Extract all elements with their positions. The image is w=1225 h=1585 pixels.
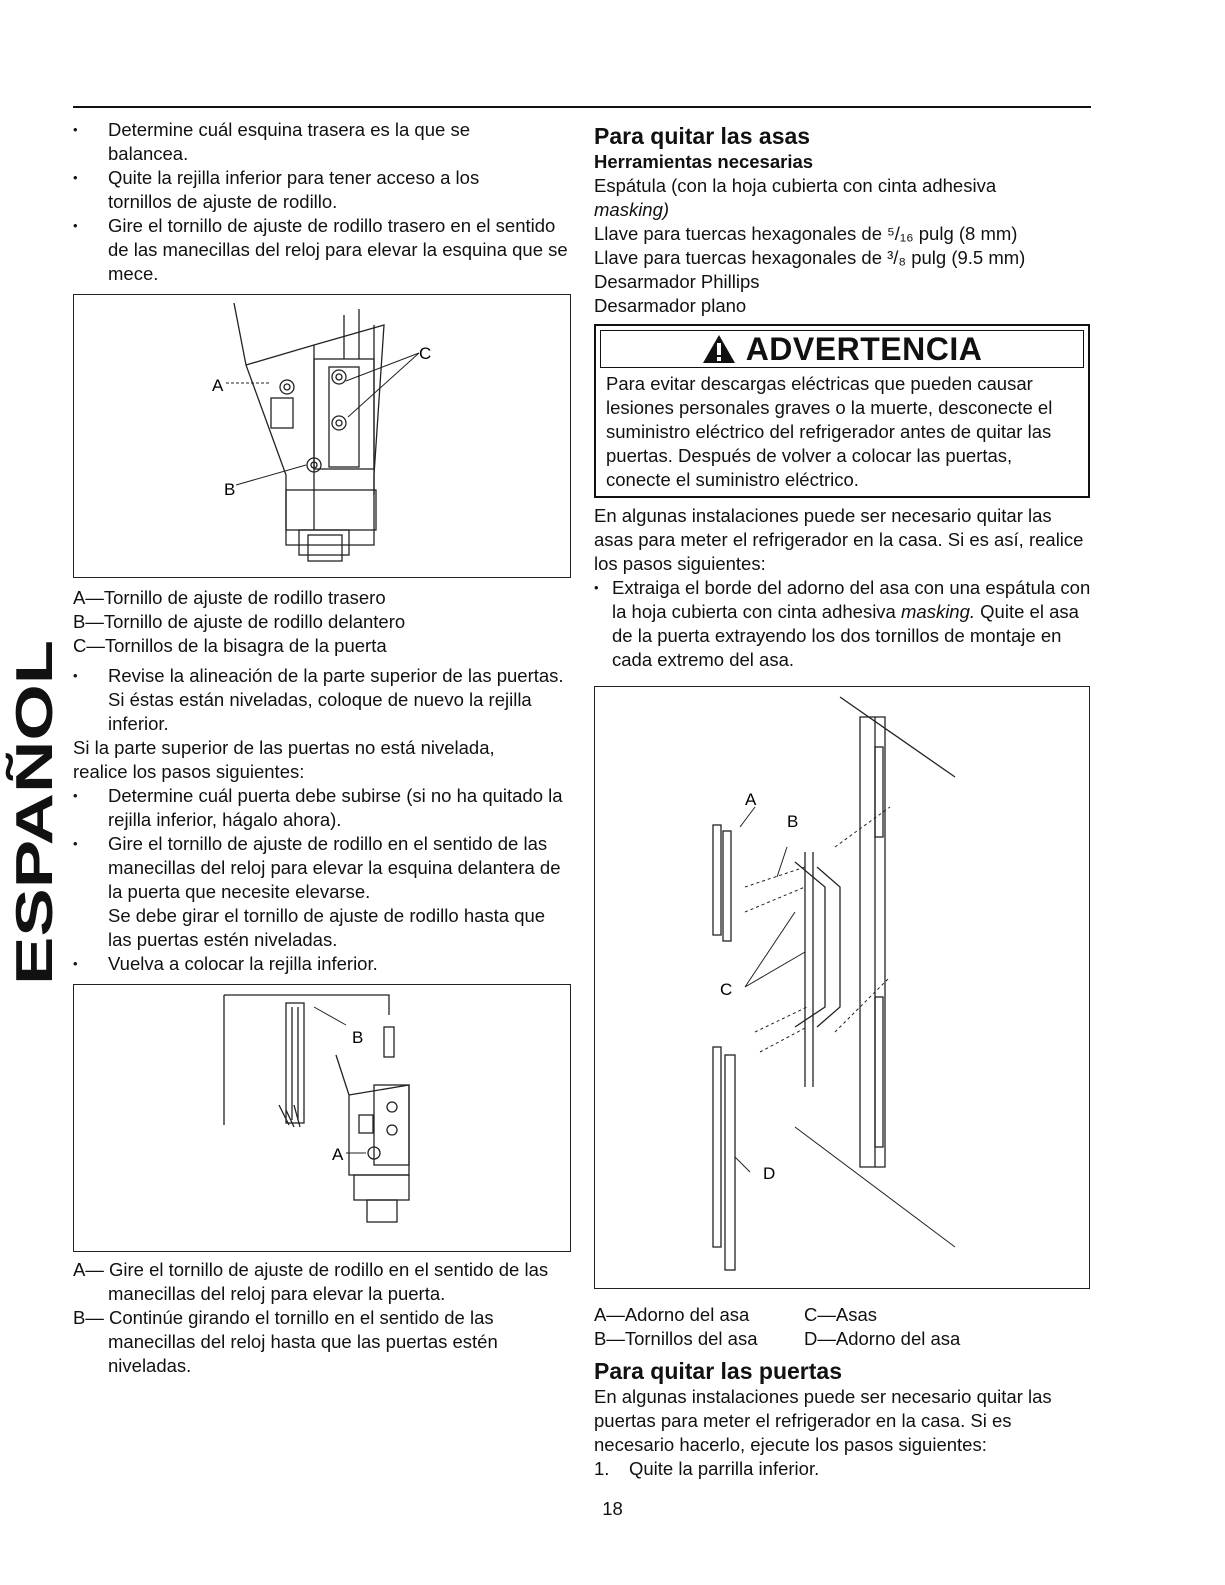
- caption-line: B— Continúe girando el tornillo en el sentido de las manecillas del reloj hasta que las puertas estén niveladas.: [73, 1307, 498, 1376]
- roller-diagram-2: [74, 985, 570, 1251]
- list-item: • Gire el tornillo de ajuste de rodillo trasero en el sentido de las manecillas del reloj para elevar la esquina que se mece.: [73, 214, 573, 286]
- list-item-text: Vuelva a colocar la rejilla inferior.: [108, 953, 378, 974]
- figure-caption-1: [73, 586, 573, 658]
- warning-title-text: ADVERTENCIA: [745, 331, 983, 367]
- list-item-text: Determine cuál puerta debe subirse (si no ha quitado la rejilla inferior, hágalo ahora).: [108, 785, 563, 830]
- caption-line: A— Gire el tornillo de ajuste de rodillo en el sentido de las manecillas del reloj para elevar la puerta.: [73, 1259, 549, 1304]
- caption-line: A—Tornillo de ajuste de rodillo trasero: [73, 587, 386, 608]
- figure-roller-adjustment: [73, 294, 571, 578]
- sidebar-label-text: ESPAÑOL: [6, 737, 60, 985]
- list-item-emphasis: masking.: [901, 601, 976, 622]
- fig2-label-b: B: [352, 1028, 364, 1047]
- numbered-step: [594, 1457, 1094, 1481]
- paragraph: Si la parte superior de las puertas no está nivelada, realice los pasos siguientes:: [73, 737, 495, 782]
- tool-line: Llave para tuercas hexagonales de ³/₈ pulg (9.5 mm): [594, 247, 1026, 268]
- bullet-list-2: [73, 664, 573, 736]
- bullet-list-1: [73, 118, 573, 286]
- caption-line: A—Adorno del asa: [594, 1304, 750, 1325]
- list-item: [73, 784, 573, 832]
- list-item: [594, 576, 1094, 672]
- bullet-list-right: [594, 576, 1094, 672]
- warning-box: [594, 324, 1090, 498]
- list-item: • Quite la rejilla inferior para tener acceso a los tornillos de ajuste de rodillo.: [73, 166, 573, 214]
- roller-diagram-1: [74, 295, 570, 577]
- left-column: [73, 118, 573, 1378]
- caption-line: C—Asas: [804, 1304, 877, 1325]
- tool-line: Desarmador Phillips: [594, 271, 760, 292]
- warning-title: [600, 330, 1084, 368]
- section-heading: Para quitar las puertas: [594, 1358, 842, 1384]
- caption-line: B—Tornillo de ajuste de rodillo delantero: [73, 611, 406, 632]
- list-item-text: Extraiga el borde del adorno del asa con una espátula con la hoja cubierta con cinta adhesiva: [612, 577, 1091, 622]
- list-item: • Revise la alineación de la parte superior de las puertas. Si éstas están niveladas, coloque de nuevo la rejilla inferior.: [73, 664, 573, 736]
- list-item: [73, 952, 573, 976]
- tool-line: Desarmador plano: [594, 295, 747, 316]
- list-item-extra: Se debe girar el tornillo de ajuste de rodillo hasta que las puertas estén niveladas.: [108, 905, 546, 950]
- paragraph: En algunas instalaciones puede ser necesario quitar las puertas para meter el refrigerador en la casa. Si es necesario hacerlo, ejecute los pasos siguientes:: [594, 1386, 1052, 1455]
- caption-line: D—Adorno del asa: [804, 1328, 961, 1349]
- fig2-label-a: A: [332, 1145, 344, 1164]
- figure-door-alignment: [73, 984, 571, 1252]
- right-column: [594, 122, 1094, 1481]
- fig3-label-c: C: [720, 980, 733, 999]
- figure-handle-removal: [594, 686, 1090, 1289]
- fig1-label-a: A: [212, 376, 224, 395]
- step-number: 1.: [594, 1458, 610, 1479]
- tool-line: Espátula (con la hoja cubierta con cinta adhesiva: [594, 175, 997, 196]
- caption-line: C—Tornillos de la bisagra de la puerta: [73, 635, 387, 656]
- warning-text: Para evitar descargas eléctricas que pueden causar lesiones personales graves o la muerte, desconecte el suministro eléctrico del refrigerador antes de quitar las puertas. Después de volver a colocar las puertas, conecte el suministro eléctrico.: [606, 373, 1053, 490]
- fig3-label-b: B: [787, 812, 799, 831]
- warning-triangle-icon: [702, 334, 736, 364]
- top-rule: [73, 106, 1091, 108]
- step-text: Quite la parrilla inferior.: [629, 1458, 820, 1479]
- fig3-label-a: A: [745, 790, 757, 809]
- fig3-label-d: D: [763, 1164, 776, 1183]
- tool-line: Llave para tuercas hexagonales de ⁵/₁₆ pulg (8 mm): [594, 223, 1018, 244]
- paragraph: En algunas instalaciones puede ser necesario quitar las asas para meter el refrigerador en la casa. Si es así, realice los pasos siguientes:: [594, 505, 1084, 574]
- list-item: • Determine cuál esquina trasera es la que se balancea.: [73, 118, 573, 166]
- section-heading: Para quitar las asas: [594, 123, 811, 149]
- figure-caption-3: [594, 1303, 1094, 1351]
- page-number: 18: [602, 1498, 623, 1519]
- list-item: [73, 832, 573, 952]
- handle-diagram: [595, 687, 1089, 1288]
- list-item-text: Quite el asa de la puerta extrayendo los dos tornillos de montaje en cada extremo del asa.: [612, 601, 1079, 670]
- bullet-list-3: [73, 784, 573, 976]
- sidebar-language-label: [0, 640, 60, 985]
- fig1-label-b: B: [224, 480, 236, 499]
- list-item-text: Gire el tornillo de ajuste de rodillo en el sentido de las manecillas del reloj para elevar la esquina delantera de la puerta que necesite elevarse.: [108, 833, 561, 902]
- figure-caption-2: [73, 1258, 573, 1378]
- subheading: Herramientas necesarias: [594, 151, 814, 172]
- caption-line: B—Tornillos del asa: [594, 1328, 758, 1349]
- fig1-label-c: C: [419, 344, 432, 363]
- tool-line: masking): [594, 199, 670, 220]
